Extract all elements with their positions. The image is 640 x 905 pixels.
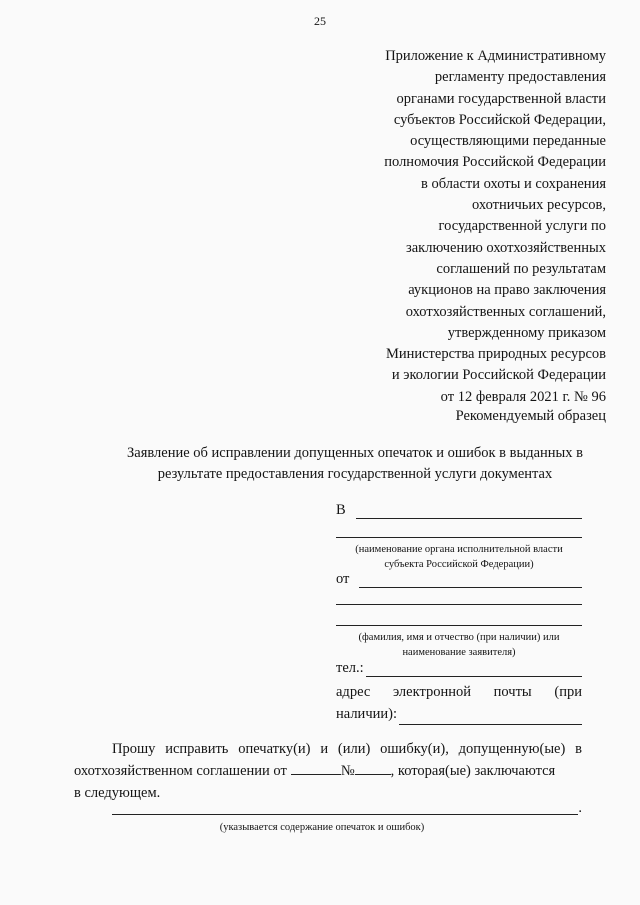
- appendix-line: и экологии Российской Федерации: [391, 367, 606, 384]
- from-label: от: [336, 571, 350, 587]
- request-line-3: в следующем.: [74, 785, 161, 801]
- org-caption: [336, 542, 582, 572]
- appendix-line: в области охоты и сохранения: [421, 175, 606, 192]
- appendix-line: органами государственной власти: [396, 90, 606, 107]
- from-row: [336, 571, 582, 588]
- phone-row: [336, 660, 582, 677]
- contact-block: [336, 660, 582, 725]
- to-label: В: [336, 502, 346, 518]
- email-word-4: (при: [554, 684, 582, 700]
- request-line-2-end: , которая(ые) заключаются: [390, 763, 556, 779]
- page-number: 25: [314, 14, 326, 28]
- appendix-line: Министерства природных ресурсов: [385, 346, 606, 363]
- to-field-line-2[interactable]: [336, 537, 582, 538]
- agreement-number-field[interactable]: [355, 762, 391, 775]
- email-line-2-label: наличии):: [336, 706, 397, 722]
- appendix-line: государственной услуги по: [438, 218, 606, 235]
- from-field[interactable]: [359, 573, 582, 588]
- applicant-caption: [336, 630, 582, 660]
- email-word-3: почты: [493, 684, 532, 700]
- applicant-block: [336, 571, 582, 660]
- errors-caption: (указывается содержание опечаток и ошибок): [219, 822, 425, 833]
- appendix-line: аукционов на право заключения: [408, 282, 606, 299]
- title-line-2: результате предоставления государственной услуги документах: [157, 466, 553, 482]
- errors-row: [112, 800, 582, 815]
- errors-field[interactable]: [112, 800, 578, 815]
- applicant-caption-line-1: (фамилия, имя и отчество (при наличии) или: [358, 632, 560, 643]
- appendix-line: охотничьих ресурсов,: [472, 197, 606, 214]
- from-field-line-3[interactable]: [336, 625, 582, 626]
- agreement-label: охотхозяйственном соглашении от: [74, 763, 287, 779]
- phone-field[interactable]: [366, 662, 582, 677]
- request-line-2: [74, 760, 582, 782]
- request-line-1: Прошу исправить опечатку(и) и (или) ошибку(и), допущенную(ые) в: [112, 741, 582, 757]
- appendix-line: утвержденному приказом: [447, 324, 606, 341]
- org-caption-line-1: (наименование органа исполнительной власти: [355, 544, 563, 555]
- appendix-line: регламенту предоставления: [434, 69, 606, 86]
- to-field[interactable]: [356, 504, 582, 519]
- to-row: [336, 502, 582, 519]
- phone-label: тел.:: [336, 660, 364, 676]
- agreement-date-field[interactable]: [291, 762, 341, 775]
- appendix-line: заключению охотхозяйственных: [406, 239, 606, 256]
- appendix-line: полномочия Российской Федерации: [384, 154, 606, 171]
- appendix-line: охотхозяйственных соглашений,: [405, 303, 606, 320]
- appendix-note: [306, 46, 606, 408]
- appendix-line: субъектов Российской Федерации,: [393, 111, 606, 128]
- email-word-1: адрес: [336, 684, 371, 700]
- request-text: [74, 738, 582, 804]
- from-field-line-2[interactable]: [336, 604, 582, 605]
- appendix-line: соглашений по результатам: [436, 260, 606, 277]
- errors-end-dot: .: [578, 800, 582, 816]
- addressee-block: [336, 502, 582, 572]
- document-title: [110, 443, 600, 485]
- org-caption-line-2: субъекта Российской Федерации): [384, 559, 534, 570]
- sample-label: Рекомендуемый образец: [455, 408, 606, 424]
- email-word-2: электронной: [392, 684, 471, 700]
- email-row: [336, 681, 582, 725]
- email-field[interactable]: [399, 710, 582, 725]
- applicant-caption-line-2: наименование заявителя): [402, 647, 516, 658]
- appendix-line: Приложение к Административному: [385, 48, 606, 64]
- number-sign: №: [340, 763, 355, 779]
- appendix-line: от 12 февраля 2021 г. № 96: [440, 388, 606, 405]
- appendix-line: осуществляющими переданные: [410, 133, 606, 150]
- title-line-1: Заявление об исправлении допущенных опечаток и ошибок в выданных в: [127, 445, 583, 461]
